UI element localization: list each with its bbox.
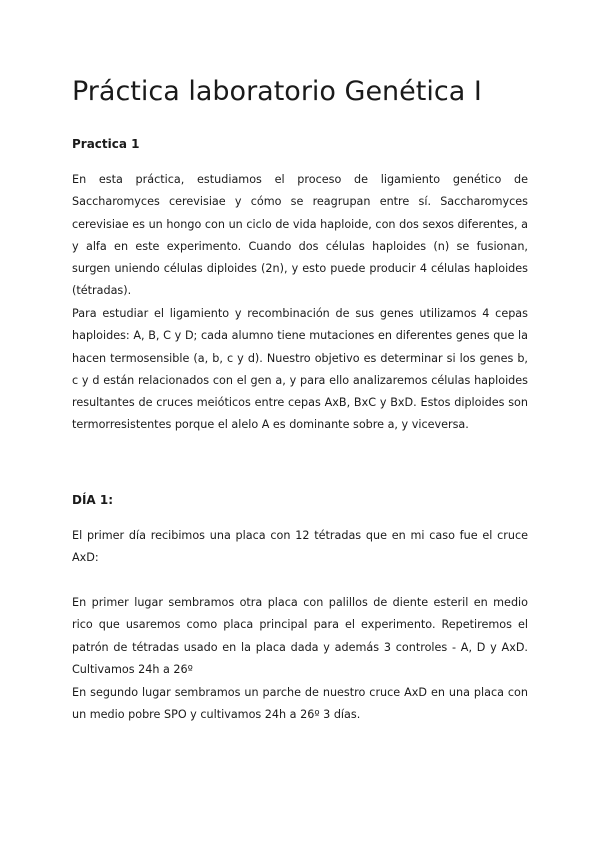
- paragraph-intro: En esta práctica, estudiamos el proceso de ligamiento genético de Saccharomyces cerevisiae y cómo se reagrupan entre sí. Saccharomyces cerevisiae es un hongo con un ciclo de vida haploide, con dos sexos diferentes, a y alfa en este experimento. Cuando dos células haploides (n) se fusionan, surgen uniendo células diploides (2n), y esto puede producir 4 células haploides (tétradas).: [72, 173, 528, 298]
- section-heading-practica-1: Practica 1: [72, 137, 140, 151]
- paragraph-method: Para estudiar el ligamiento y recombinación de sus genes utilizamos 4 cepas haploides: A, B, C y D; cada alumno tiene mutaciones en diferentes genes que la hacen termosensible (a, b, c y d). Nuestro objetivo es determinar si los genes b, c y d están relacionados con el gen a, y para ello analizaremos células haploides resultantes de cruces meióticos entre cepas AxB, BxC y BxD. Estos diploides son termorresistentes porque el alelo A es dominante sobre a, y viceversa.: [72, 307, 528, 432]
- section-heading-dia-1: DÍA 1:: [72, 493, 114, 507]
- paragraph-day1-intro: El primer día recibimos una placa con 12 tétradas que en mi caso fue el cruce AxD:: [72, 529, 528, 565]
- page-title: Práctica laboratorio Genética I: [72, 76, 482, 107]
- paragraph-day1-step2: En segundo lugar sembramos un parche de nuestro cruce AxD en una placa con un medio pobre SPO y cultivamos 24h a 26º 3 días.: [72, 686, 528, 722]
- paragraph-day1-step1: En primer lugar sembramos otra placa con palillos de diente esteril en medio rico que usaremos como placa principal para el experimento. Repetiremos el patrón de tétradas usado en la placa dada y además 3 controles - A, D y AxD. Cultivamos 24h a 26º: [72, 596, 528, 676]
